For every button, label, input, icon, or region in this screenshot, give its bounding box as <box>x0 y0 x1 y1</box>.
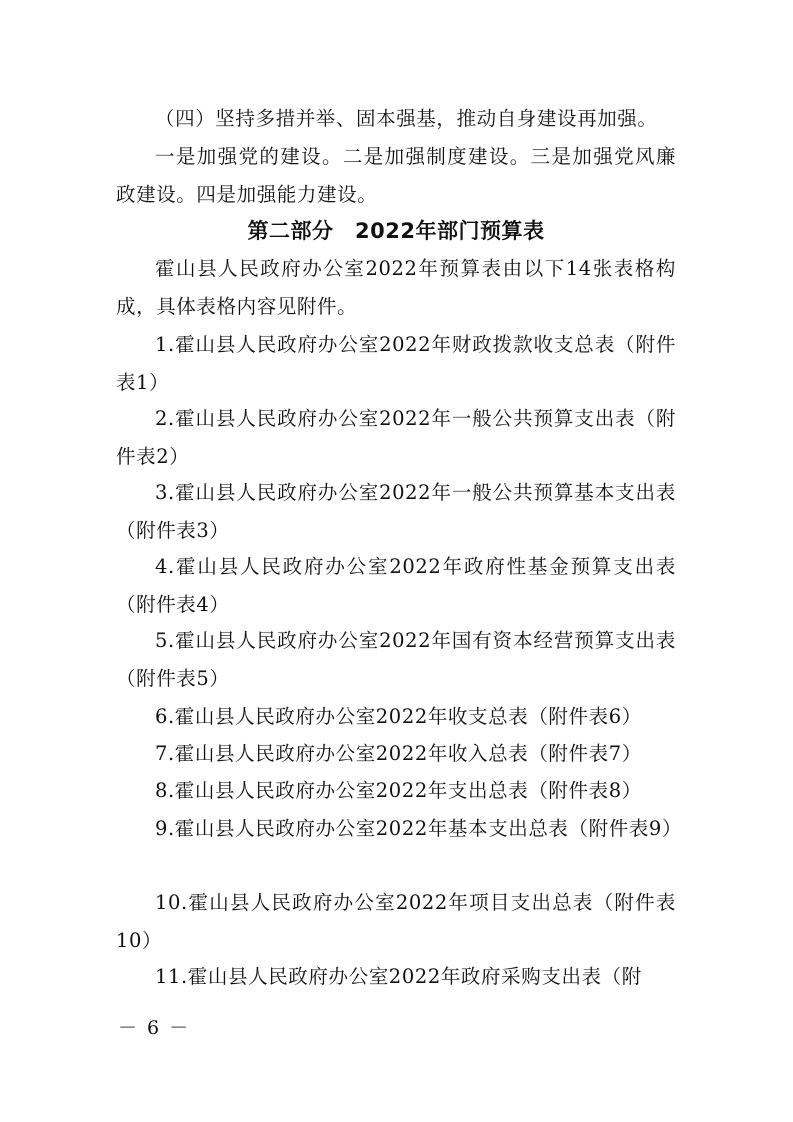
list-item: 8.霍山县人民政府办公室2022年支出总表（附件表8） <box>155 779 642 802</box>
paragraph-party-building: 一是加强党的建设。二是加强制度建设。三是加强党风廉政建设。四是加强能力建设。 <box>116 145 676 206</box>
list-item: 1.霍山县人民政府办公室2022年财政拨款收支总表（附件表1） <box>116 333 676 394</box>
list-item: 3.霍山县人民政府办公室2022年一般公共预算基本支出表（附件表3） <box>116 481 676 542</box>
list-item: 5.霍山县人民政府办公室2022年国有资本经营预算支出表（附件表5） <box>116 629 676 690</box>
list-item: 2.霍山县人民政府办公室2022年一般公共预算支出表（附件表2） <box>116 407 676 468</box>
list-item: 4.霍山县人民政府办公室2022年政府性基金预算支出表（附件表4） <box>116 555 676 616</box>
list-item: 7.霍山县人民政府办公室2022年收入总表（附件表7） <box>155 742 642 765</box>
list-item: 11.霍山县人民政府办公室2022年政府采购支出表（附 <box>155 965 642 988</box>
page-number: － 6 － <box>118 1017 191 1039</box>
list-item: 10.霍山县人民政府办公室2022年项目支出总表（附件表10） <box>116 891 676 952</box>
section-heading-4: （四）坚持多措并举、固本强基，推动自身建设再加强。 <box>155 107 658 130</box>
list-item: 9.霍山县人民政府办公室2022年基本支出总表（附件表9） <box>155 817 683 840</box>
list-item: 6.霍山县人民政府办公室2022年收支总表（附件表6） <box>155 705 642 728</box>
part-title: 第二部分 2022年部门预算表 <box>247 219 545 243</box>
intro-paragraph: 霍山县人民政府办公室2022年预算表由以下14张表格构成，具体表格内容见附件。 <box>116 257 676 318</box>
